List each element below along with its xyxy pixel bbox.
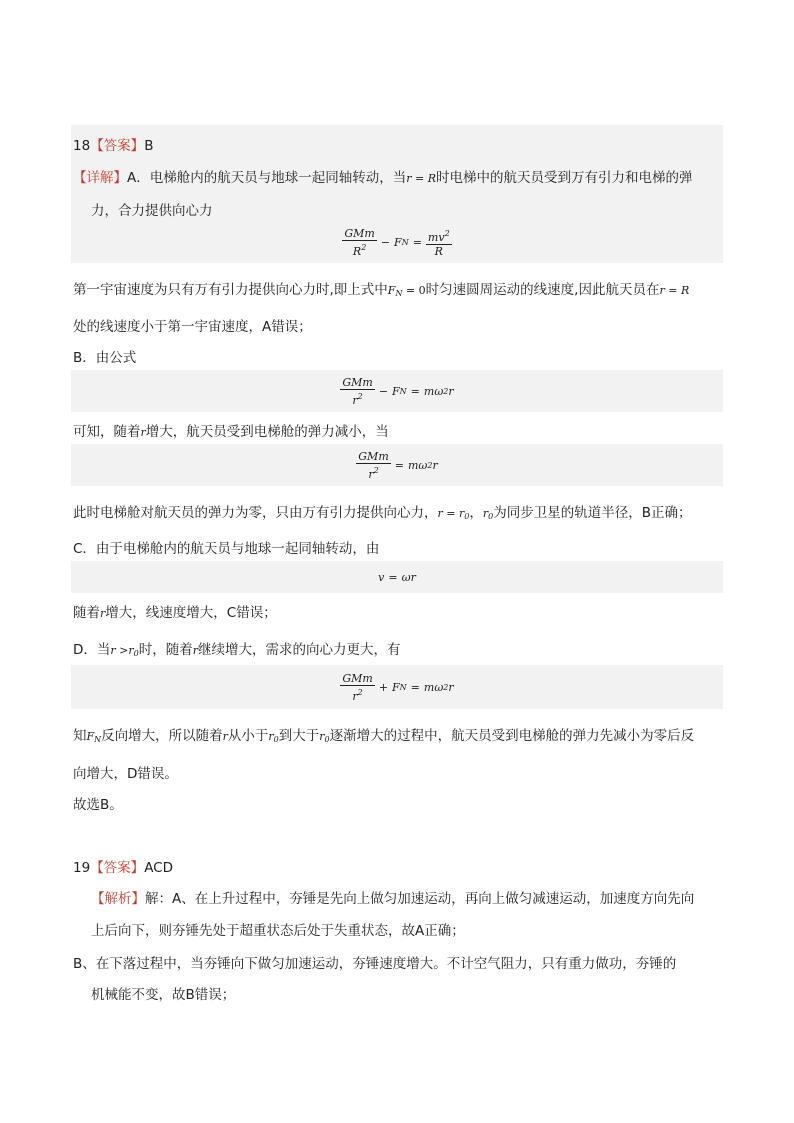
eq5-F-sub: N: [399, 682, 407, 692]
eq3-rhs-a: mω: [407, 458, 428, 472]
eq5-den-sup: 2: [357, 687, 363, 697]
text: 为同步卫星的轨道半径，B正确；: [493, 505, 692, 521]
q19-heading: [73, 856, 173, 876]
q19-answer: ACD: [144, 860, 174, 876]
text: 解：A、在上升过程中，夯锤是先向上做匀加速运动，再向上做匀减速运动，加速度方向先向: [145, 891, 695, 907]
eq2-minus: −: [378, 384, 389, 398]
q19-b-line1: B、在下落过程中，当夯锤向下做匀加速运动，夯锤速度增大。不计空气阻力，只有重力做功，夯锤的: [73, 956, 677, 972]
eq4-equals: =: [388, 570, 398, 584]
math-r: r: [406, 172, 412, 185]
q18-d-line2: [73, 724, 694, 744]
eq2-rhs-sup: 2: [443, 386, 449, 396]
eq5-equals: =: [410, 680, 420, 694]
eq1-num2: mv: [427, 230, 445, 244]
q18-answer: B: [144, 138, 154, 154]
eq5-F: F: [392, 680, 400, 694]
eq5-rhs-sup: 2: [443, 682, 449, 692]
eq3-den-sup: 2: [373, 465, 379, 475]
text: 到大于: [278, 728, 320, 744]
text: 从小于: [227, 728, 269, 744]
eq2-F-sub: N: [399, 386, 407, 396]
text: 此时电梯舱对航天员的弹力为零，只由万有引力提供向心力，: [73, 505, 438, 521]
eq1-F-sub: N: [401, 237, 409, 247]
eq5-rhs-b: r: [448, 680, 454, 694]
text: ，: [469, 505, 483, 521]
q18-a-line4: 处的线速度小于第一宇宙速度，A错误；: [73, 319, 312, 335]
math-r0-sub: 0: [464, 512, 470, 521]
q18-a-line2: 力，合力提供向心力: [91, 203, 213, 219]
text: 时电梯中的航天员受到万有引力和电梯的弹: [436, 170, 693, 186]
eq3-den: r: [368, 467, 374, 481]
eq1-minus: −: [380, 235, 391, 249]
eq1-num2-sup: 2: [444, 228, 450, 238]
math-eq: =: [664, 284, 681, 297]
eq1-den2: R: [434, 244, 443, 258]
math-eq: =: [442, 507, 459, 520]
eq1-den-sup: 2: [361, 242, 367, 252]
equation-5: [71, 670, 723, 704]
q18-detail-tag: 【详解】: [73, 170, 127, 186]
eq1-num: GMm: [344, 226, 375, 240]
math-r0: r: [268, 730, 274, 743]
math-r: r: [222, 730, 228, 743]
eq1-den: R: [352, 244, 362, 258]
text: 时匀速圆周运动的线速度,因此航天员在: [425, 282, 660, 298]
eq2-num: GMm: [342, 375, 373, 389]
equation-4: [71, 563, 723, 591]
math-r0-sub: 0: [133, 649, 139, 658]
q19-b-line2: 机械能不变，故B错误；: [91, 987, 236, 1003]
q18-conclusion: 故选B。: [73, 797, 123, 813]
text: 逐渐增大的过程中，航天员受到电梯舱的弹力先减小为零后反: [329, 728, 695, 744]
math-F: F: [387, 284, 396, 297]
math-r0: r: [458, 507, 465, 520]
q18-c-line1: C．由于电梯舱内的航天员与地球一起同轴转动，由: [73, 541, 380, 557]
eq5-num: GMm: [342, 671, 373, 685]
math-r: r: [192, 644, 199, 657]
eq1-equals: =: [412, 235, 422, 249]
eq3-rhs-sup: 2: [427, 460, 433, 470]
text: 时，随着: [138, 642, 193, 658]
q19-number: 19: [73, 860, 91, 876]
eq2-den-sup: 2: [357, 391, 363, 401]
q18-d-line1: [73, 638, 401, 658]
q18-number: 18: [73, 138, 91, 154]
q19-a-line1: [91, 887, 694, 907]
text: D．当: [73, 642, 111, 658]
math-R: R: [680, 284, 690, 297]
math-r: r: [140, 426, 146, 439]
q18-a-line3: [73, 278, 689, 298]
text: 增大，航天员受到电梯舱的弹力减小，当: [145, 424, 389, 440]
math-r: r: [659, 284, 665, 297]
eq3-equals: =: [394, 458, 404, 472]
eq4-lhs: v: [378, 570, 385, 584]
math-r0-sub: 0: [324, 735, 330, 744]
text: 随着: [73, 605, 100, 621]
q18-c-line2: [73, 601, 277, 621]
math-eq: =: [411, 172, 428, 185]
math-F-sub: N: [94, 735, 102, 744]
eq5-den: r: [352, 689, 358, 703]
q18-b-line1: B．由公式: [73, 350, 137, 366]
equation-2: [71, 374, 723, 408]
q18-heading: [73, 134, 153, 154]
eq2-F: F: [392, 384, 400, 398]
q19-answer-tag: 【答案】: [90, 860, 145, 876]
q18-b-line2: [73, 420, 389, 440]
math-gt: >: [115, 644, 129, 657]
math-r: r: [110, 644, 116, 657]
math-r0: r: [128, 644, 134, 657]
eq4-rhs: ωr: [401, 570, 416, 584]
eq3-num: GMm: [358, 449, 389, 463]
eq2-equals: =: [410, 384, 420, 398]
text: A．电梯舱内的航天员与地球一起同轴转动，当: [127, 170, 407, 186]
equation-1: [71, 224, 723, 260]
q19-analysis-tag: 【解析】: [91, 891, 145, 907]
math-r0: r: [319, 730, 325, 743]
math-r: r: [100, 607, 106, 620]
text: 第一宇宙速度为只有万有引力提供向心力时,即上式中: [73, 282, 388, 298]
q19-a-line2: 上后向下，则夯锤先处于超重状态后处于失重状态，故A正确；: [91, 923, 465, 939]
eq1-F: F: [394, 235, 402, 249]
math-r: r: [437, 507, 443, 520]
math-F: F: [86, 730, 95, 743]
q18-answer-tag: 【答案】: [90, 138, 145, 154]
eq5-plus: +: [378, 680, 389, 694]
math-r0: r: [482, 507, 489, 520]
math-r0-sub: 0: [273, 735, 279, 744]
math-r0-sub: 0: [488, 512, 494, 521]
q18-b-line3: [73, 501, 691, 521]
math-zero: = 0: [402, 284, 426, 297]
eq2-rhs-b: r: [448, 384, 454, 398]
math-F-sub: N: [395, 289, 403, 298]
math-R: R: [427, 172, 437, 185]
eq2-den: r: [352, 393, 358, 407]
eq3-rhs-b: r: [432, 458, 438, 472]
text: 增大，线速度增大，C错误；: [105, 605, 277, 621]
q18-d-line3: 向增大，D错误。: [73, 766, 178, 782]
text: 继续增大，需求的向心力更大，有: [198, 642, 401, 658]
text: 知: [73, 728, 87, 744]
text: 反向增大，所以随着: [101, 728, 223, 744]
equation-3: [71, 448, 723, 482]
eq2-rhs-a: mω: [423, 384, 444, 398]
eq5-rhs-a: mω: [423, 680, 444, 694]
q18-a-line1: [73, 166, 693, 186]
text: 可知，随着: [73, 424, 141, 440]
